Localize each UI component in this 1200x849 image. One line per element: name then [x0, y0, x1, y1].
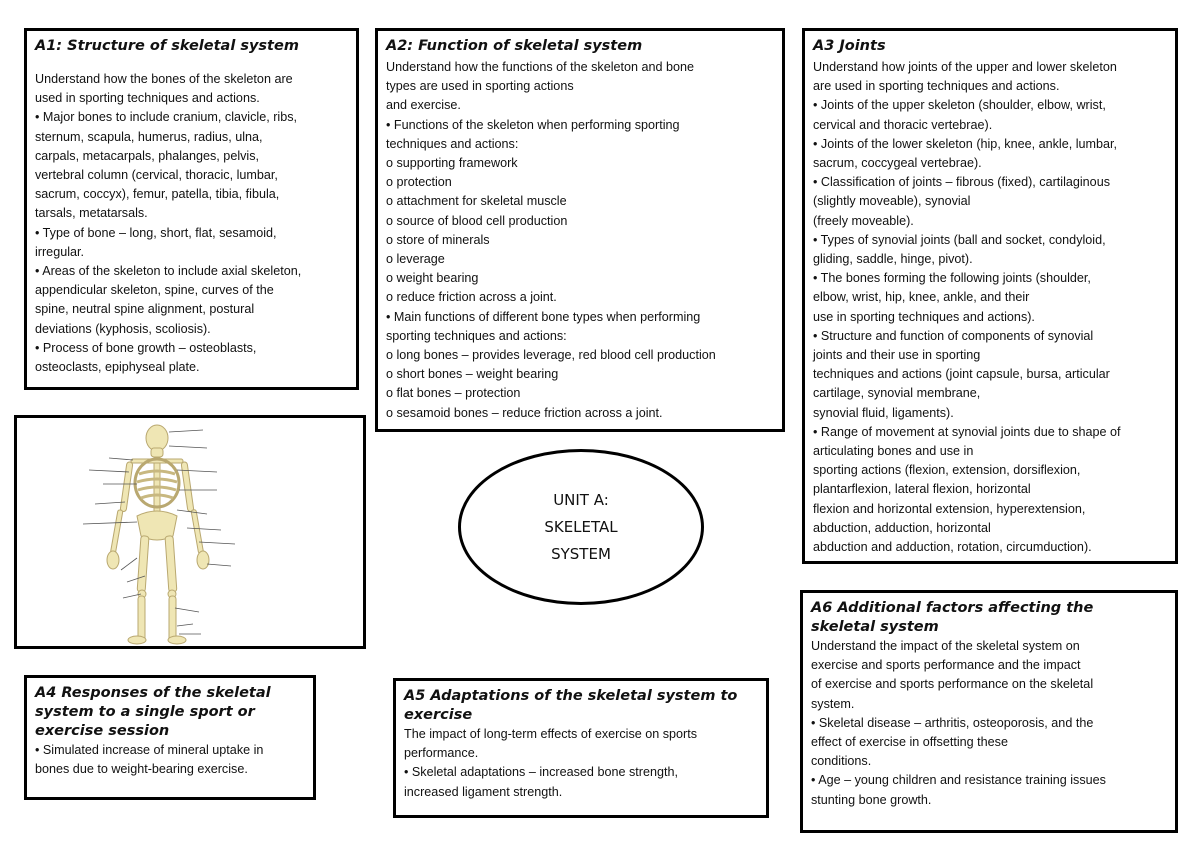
- skeleton-diagram: [14, 415, 366, 649]
- body-line: techniques and actions (joint capsule, bursa, articular: [813, 367, 1110, 382]
- section-a4-body: [35, 741, 305, 779]
- body-line: o source of blood cell production: [386, 213, 568, 228]
- body-line: (slightly moveable), synovial: [813, 194, 971, 209]
- body-line: • Type of bone – long, short, flat, sesamoid,: [35, 225, 277, 240]
- body-line: increased ligament strength.: [404, 784, 563, 799]
- body-line: • Structure and function of components of synovial: [813, 328, 1094, 343]
- body-line: • Simulated increase of mineral uptake in: [35, 743, 264, 757]
- body-line: sacrum, coccygeal vertebrae).: [813, 156, 982, 171]
- body-line: stunting bone growth.: [811, 792, 932, 807]
- body-line: o leverage: [386, 252, 445, 267]
- body-line: effect of exercise in offsetting these: [811, 735, 1008, 750]
- body-line: (freely moveable).: [813, 213, 914, 228]
- body-line: osteoclasts, epiphyseal plate.: [35, 360, 200, 375]
- section-a2-body: [386, 58, 774, 423]
- body-line: tarsals, metatarsals.: [35, 206, 148, 221]
- body-line: techniques and actions:: [386, 136, 519, 151]
- body-line: • Joints of the upper skeleton (shoulder, elbow, wrist,: [813, 98, 1106, 113]
- body-line: carpals, metacarpals, phalanges, pelvis,: [35, 148, 260, 163]
- body-line: o flat bones – protection: [386, 386, 521, 401]
- body-line: synovial fluid, ligaments).: [813, 405, 954, 420]
- body-line: o reduce friction across a joint.: [386, 290, 557, 305]
- body-line: flexion and horizontal extension, hyperextension,: [813, 501, 1086, 516]
- section-a6-title-line2: skeletal system: [811, 619, 939, 635]
- body-line: o store of minerals: [386, 232, 490, 247]
- body-line: elbow, wrist, hip, knee, ankle, and their: [813, 290, 1030, 305]
- body-line: conditions.: [811, 754, 872, 769]
- body-line: vertebral column (cervical, thoracic, lumbar,: [35, 168, 278, 183]
- body-line: appendicular skeleton, spine, curves of the: [35, 283, 274, 298]
- unit-title-line1: UNIT A:: [553, 490, 609, 509]
- body-line: • Range of movement at synovial joints due to shape of: [813, 424, 1121, 439]
- body-line: • The bones forming the following joints (shoulder,: [813, 271, 1091, 286]
- body-line: o supporting framework: [386, 156, 518, 171]
- unit-title-line3: SYSTEM: [551, 544, 611, 563]
- body-line: Understand how joints of the upper and lower skeleton: [813, 60, 1117, 74]
- section-a4-title-line2: system to a single sport or: [35, 704, 255, 720]
- body-line: system.: [811, 696, 855, 711]
- section-a2-function: [375, 28, 785, 432]
- section-a4-title-line1: A4 Responses of the skeletal: [35, 685, 271, 701]
- section-a5-adaptations: [393, 678, 769, 818]
- section-a4-responses: [24, 675, 316, 800]
- body-line: spine, neutral spine alignment, postural: [35, 302, 255, 317]
- body-line: o weight bearing: [386, 271, 479, 286]
- body-line: • Skeletal disease – arthritis, osteoporosis, and the: [811, 715, 1094, 730]
- section-a6-body: [811, 637, 1167, 810]
- body-line: deviations (kyphosis, scoliosis).: [35, 321, 211, 336]
- section-a3-title: A3 Joints: [813, 38, 886, 54]
- body-line: o long bones – provides leverage, red blood cell production: [386, 348, 716, 363]
- section-a4-title-line3: exercise session: [35, 723, 170, 739]
- body-line: abduction, adduction, horizontal: [813, 520, 991, 535]
- body-line: used in sporting techniques and actions.: [35, 91, 260, 106]
- section-a1-body: [35, 70, 348, 377]
- section-a1-structure: [24, 28, 359, 390]
- body-line: types are used in sporting actions: [386, 79, 574, 94]
- body-line: Understand how the functions of the skeleton and bone: [386, 60, 695, 74]
- body-line: gliding, saddle, hinge, pivot).: [813, 252, 973, 267]
- section-a1-title: A1: Structure of skeletal system: [35, 38, 299, 54]
- body-line: • Joints of the lower skeleton (hip, knee, ankle, lumbar,: [813, 136, 1118, 151]
- body-line: • Process of bone growth – osteoblasts,: [35, 340, 257, 355]
- body-line: articulating bones and use in: [813, 444, 974, 459]
- body-line: cervical and thoracic vertebrae).: [813, 117, 993, 132]
- section-a3-body: [813, 58, 1167, 557]
- body-line: • Main functions of different bone types when performing: [386, 309, 701, 324]
- section-a6-additional: [800, 590, 1178, 833]
- body-line: • Age – young children and resistance training issues: [811, 773, 1106, 788]
- body-line: • Major bones to include cranium, clavicle, ribs,: [35, 110, 297, 125]
- body-line: sporting actions (flexion, extension, dorsiflexion,: [813, 463, 1081, 478]
- body-line: o protection: [386, 175, 452, 190]
- body-line: exercise and sports performance and the impact: [811, 658, 1081, 673]
- body-line: • Skeletal adaptations – increased bone strength,: [404, 765, 678, 780]
- body-line: o sesamoid bones – reduce friction across a joint.: [386, 405, 663, 420]
- skeleton-illustration: [17, 418, 363, 646]
- body-line: bones due to weight-bearing exercise.: [35, 762, 248, 777]
- body-line: Understand how the bones of the skeleton are: [35, 72, 293, 86]
- unit-title-oval: [458, 449, 704, 605]
- body-line: o attachment for skeletal muscle: [386, 194, 567, 209]
- body-line: sporting techniques and actions:: [386, 328, 567, 343]
- body-line: sternum, scapula, humerus, radius, ulna,: [35, 129, 263, 144]
- body-line: o short bones – weight bearing: [386, 367, 559, 382]
- section-a5-title-line1: A5 Adaptations of the skeletal system to: [404, 688, 738, 704]
- body-line: Understand the impact of the skeletal system on: [811, 639, 1080, 653]
- section-a5-title-line2: exercise: [404, 707, 473, 723]
- body-line: abduction and adduction, rotation, circumduction).: [813, 540, 1092, 555]
- body-line: are used in sporting techniques and actions.: [813, 79, 1060, 94]
- section-a6-title-line1: A6 Additional factors affecting the: [811, 600, 1094, 616]
- section-a5-body: [404, 725, 758, 802]
- body-line: • Types of synovial joints (ball and socket, condyloid,: [813, 232, 1106, 247]
- body-line: use in sporting techniques and actions).: [813, 309, 1035, 324]
- body-line: • Classification of joints – fibrous (fixed), cartilaginous: [813, 175, 1110, 190]
- body-line: The impact of long-term effects of exercise on sports: [404, 727, 698, 741]
- body-line: cartilage, synovial membrane,: [813, 386, 981, 401]
- section-a2-title: A2: Function of skeletal system: [386, 38, 643, 54]
- body-line: of exercise and sports performance on the skeletal: [811, 677, 1094, 692]
- body-line: • Functions of the skeleton when performing sporting: [386, 117, 680, 132]
- body-line: plantarflexion, lateral flexion, horizontal: [813, 482, 1031, 497]
- body-line: sacrum, coccyx), femur, patella, tibia, fibula,: [35, 187, 280, 202]
- body-line: • Areas of the skeleton to include axial skeleton,: [35, 264, 302, 279]
- section-a3-joints: [802, 28, 1178, 564]
- unit-title-line2: SKELETAL: [544, 517, 618, 536]
- body-line: joints and their use in sporting: [813, 348, 981, 363]
- body-line: performance.: [404, 746, 479, 761]
- body-line: and exercise.: [386, 98, 461, 113]
- body-line: irregular.: [35, 244, 84, 259]
